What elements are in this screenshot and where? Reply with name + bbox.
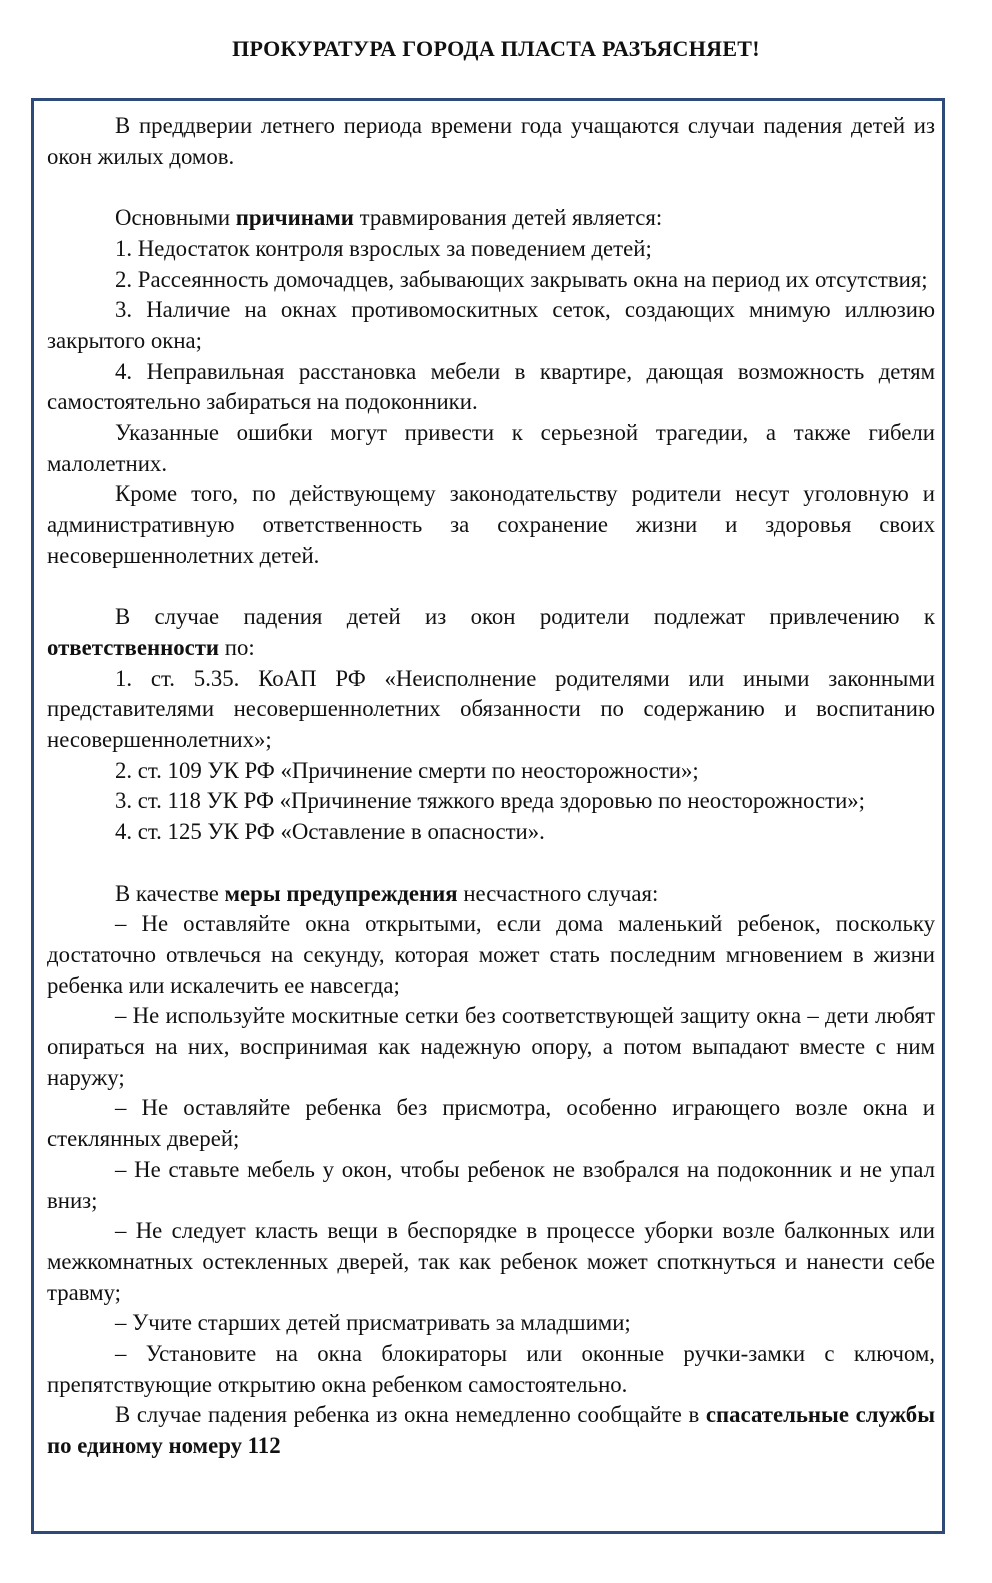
prevention-item: – Не используйте москитные сетки без соответствующей защиту окна – дети любят опираться на них, воспринимая как надежную опору, а потом выпадают вместе с ним наружу;: [47, 1003, 935, 1090]
liability-lead: [47, 602, 935, 663]
liability-item: 3. ст. 118 УК РФ «Причинение тяжкого вреда здоровью по неосторожности»;: [115, 788, 866, 814]
prevention-item: – Не следует класть вещи в беспорядке в процессе уборки возле балконных или межкомнатных остекленных дверей, так как ребенок может споткнуться и нанести себе травму;: [47, 1218, 935, 1305]
emergency-text: В случае падения ребенка из окна немедленно сообщайте в: [115, 1402, 706, 1428]
prevention-item: – Не ставьте мебель у окон, чтобы ребенок не взобрался на подоконник и не упал вниз;: [47, 1156, 935, 1213]
cause-item: 4. Неправильная расстановка мебели в квартире, дающая возможность детям самостоятельно забираться на подоконники.: [47, 358, 935, 415]
prevention-lead: [47, 879, 935, 910]
prevention-item: – Учите старших детей присматривать за младшими;: [115, 1310, 631, 1336]
intro-paragraph: В преддверии летнего периода времени года учащаются случаи падения детей из окон жилых домов.: [47, 113, 935, 169]
liability-lead-bold: ответственности: [47, 634, 220, 660]
liability-item: 4. ст. 125 УК РФ «Оставление в опасности».: [115, 819, 545, 845]
spacer: [47, 172, 935, 203]
cause-item: 3. Наличие на окнах противомоскитных сеток, создающих мнимую иллюзию закрытого окна;: [47, 297, 935, 353]
liability-item: 1. ст. 5.35. КоАП РФ «Неисполнение родителями или иными законными представителями несовершеннолетних обязанности по содержанию и воспитанию несовершеннолетних»;: [47, 665, 935, 753]
prevention-item: – Установите на окна блокираторы или оконные ручки-замки с ключом, препятствующие открытию окна ребенком самостоятельно.: [47, 1341, 935, 1397]
liability-lead-tail: по:: [219, 634, 255, 660]
prevention-item: – Не оставляйте ребенка без присмотра, особенно играющего возле окна и стеклянных дверей;: [47, 1095, 935, 1152]
notice-body: [47, 111, 935, 1462]
consequence-paragraph: Указанные ошибки могут привести к серьезной трагедии, а также гибели малолетних.: [47, 420, 935, 476]
liability-item: 2. ст. 109 УК РФ «Причинение смерти по неосторожности»;: [115, 757, 699, 783]
emergency-number: спасательные службы по единому номеру 112: [47, 1402, 936, 1459]
spacer: [47, 848, 935, 879]
liability-note-paragraph: Кроме того, по действующему законодательству родители несут уголовную и административную ответственность за сохранение жизни и здоровья своих несовершеннолетних детей.: [47, 481, 935, 568]
emergency-paragraph: [47, 1400, 935, 1461]
cause-item: 2. Рассеянность домочадцев, забывающих закрывать окна на период их отсутствия;: [115, 266, 928, 292]
page-title: ПРОКУРАТУРА ГОРОДА ПЛАСТА РАЗЪЯСНЯЕТ!: [232, 36, 760, 61]
prevention-lead-tail: несчастного случая:: [457, 880, 659, 906]
liability-lead-text: В случае падения детей из окон родители подлежат привлечению к: [115, 604, 935, 630]
causes-lead-bold: причинами: [235, 205, 354, 231]
spacer: [47, 572, 935, 603]
cause-item: 1. Недостаток контроля взрослых за поведением детей;: [115, 235, 652, 261]
causes-lead-text: Основными: [115, 205, 236, 231]
prevention-item: – Не оставляйте окна открытыми, если дома маленький ребенок, поскольку достаточно отвлечься на секунду, которая может стать последним мгновением в жизни ребенка или искалечить ее навсегда;: [47, 911, 935, 998]
causes-lead: [47, 203, 935, 234]
causes-lead-tail: травмирования детей является:: [353, 205, 663, 231]
prevention-lead-bold: меры предупреждения: [224, 880, 458, 906]
prevention-lead-text: В качестве: [115, 880, 225, 906]
